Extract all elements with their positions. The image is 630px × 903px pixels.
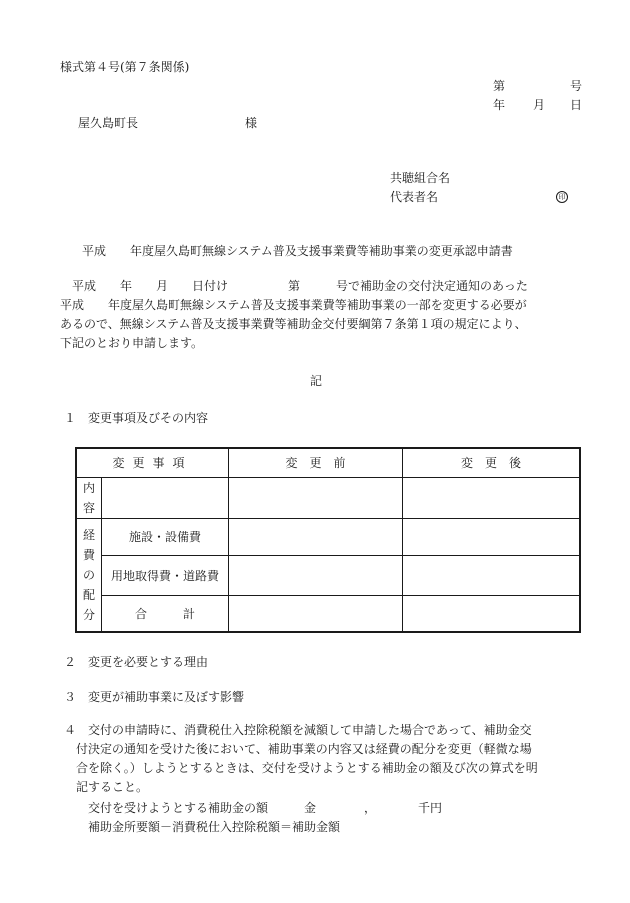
changes-table (75, 447, 581, 633)
section-4-paragraph (64, 721, 584, 797)
form-number: 様式第４号(第７条関係) (60, 60, 190, 74)
formula-block (88, 799, 608, 837)
section-4-line: ４ 交付の申請時に、消費税仕入控除税額を減額して申請した場合であって、補助金交 (64, 723, 532, 737)
row-label-facilities: 施設・設備費 (102, 518, 229, 555)
section-4-line: 付決定の通知を受けた後において、補助事業の内容又は経費の配分を変更（軽微な場 (64, 742, 532, 756)
section-1-heading: １ 変更事項及びその内容 (64, 411, 209, 425)
rep-label: 代表者名 (390, 190, 439, 204)
header-item: 変更事項 (76, 448, 229, 477)
land-after-cell[interactable] (403, 555, 581, 595)
total-before-cell[interactable] (229, 595, 403, 632)
section-4-line: 合を除く。）しようとするときは、交付を受けようとする補助金の額及び次の算式を明 (64, 761, 538, 775)
date-year: 年 (493, 98, 506, 112)
row-label-total: 合 計 (102, 595, 229, 632)
header-before: 変 更 前 (229, 448, 403, 477)
naiyo-label: 内 容 (76, 477, 102, 518)
naiyo-before-cell[interactable] (229, 477, 403, 518)
body-line: 下記のとおり申請します。 (60, 336, 204, 350)
addressee-honorific: 様 (245, 116, 258, 130)
facilities-after-cell[interactable] (403, 518, 581, 555)
ki-heading: 記 (310, 374, 323, 388)
body-line: 平成 年 月 日付け 第 号で補助金の交付決定通知のあった (60, 279, 528, 293)
number-dai: 第 (493, 79, 506, 93)
number-go: 号 (570, 79, 583, 93)
date-month: 月 (533, 98, 546, 112)
addressee-name: 屋久島町長 (78, 116, 139, 130)
body-line: 平成 年度屋久島町無線システム普及支援事業費等補助事業の一部を変更する必要が (60, 298, 527, 312)
org-label: 共聴組合名 (390, 171, 451, 185)
section-2-heading: ２ 変更を必要とする理由 (64, 655, 209, 669)
haibun-label: 経 費 の 配 分 (76, 518, 102, 632)
land-before-cell[interactable] (229, 555, 403, 595)
seal-icon: 印 (556, 191, 568, 203)
formula-line: 補助金所要額－消費税仕入控除税額＝補助金額 (88, 820, 341, 834)
facilities-before-cell[interactable] (229, 518, 403, 555)
seal-mark (556, 189, 568, 203)
header-after: 変 更 後 (403, 448, 581, 477)
naiyo-after-cell[interactable] (403, 477, 581, 518)
section-4-line: 記すること。 (64, 780, 149, 794)
total-after-cell[interactable] (403, 595, 581, 632)
formula-line: 交付を受けようとする補助金の額 金 ， 千円 (88, 801, 443, 815)
body-paragraph (60, 277, 580, 353)
body-line: あるので、無線システム普及支援事業費等補助金交付要綱第７条第１項の規定により、 (60, 317, 527, 331)
document-title: 平成 年度屋久島町無線システム普及支援事業費等補助事業の変更承認申請書 (82, 244, 513, 258)
date-day: 日 (570, 98, 583, 112)
naiyo-cell[interactable] (102, 477, 229, 518)
row-label-land: 用地取得費・道路費 (102, 555, 229, 595)
section-3-heading: ３ 変更が補助事業に及ぼす影響 (64, 690, 245, 704)
